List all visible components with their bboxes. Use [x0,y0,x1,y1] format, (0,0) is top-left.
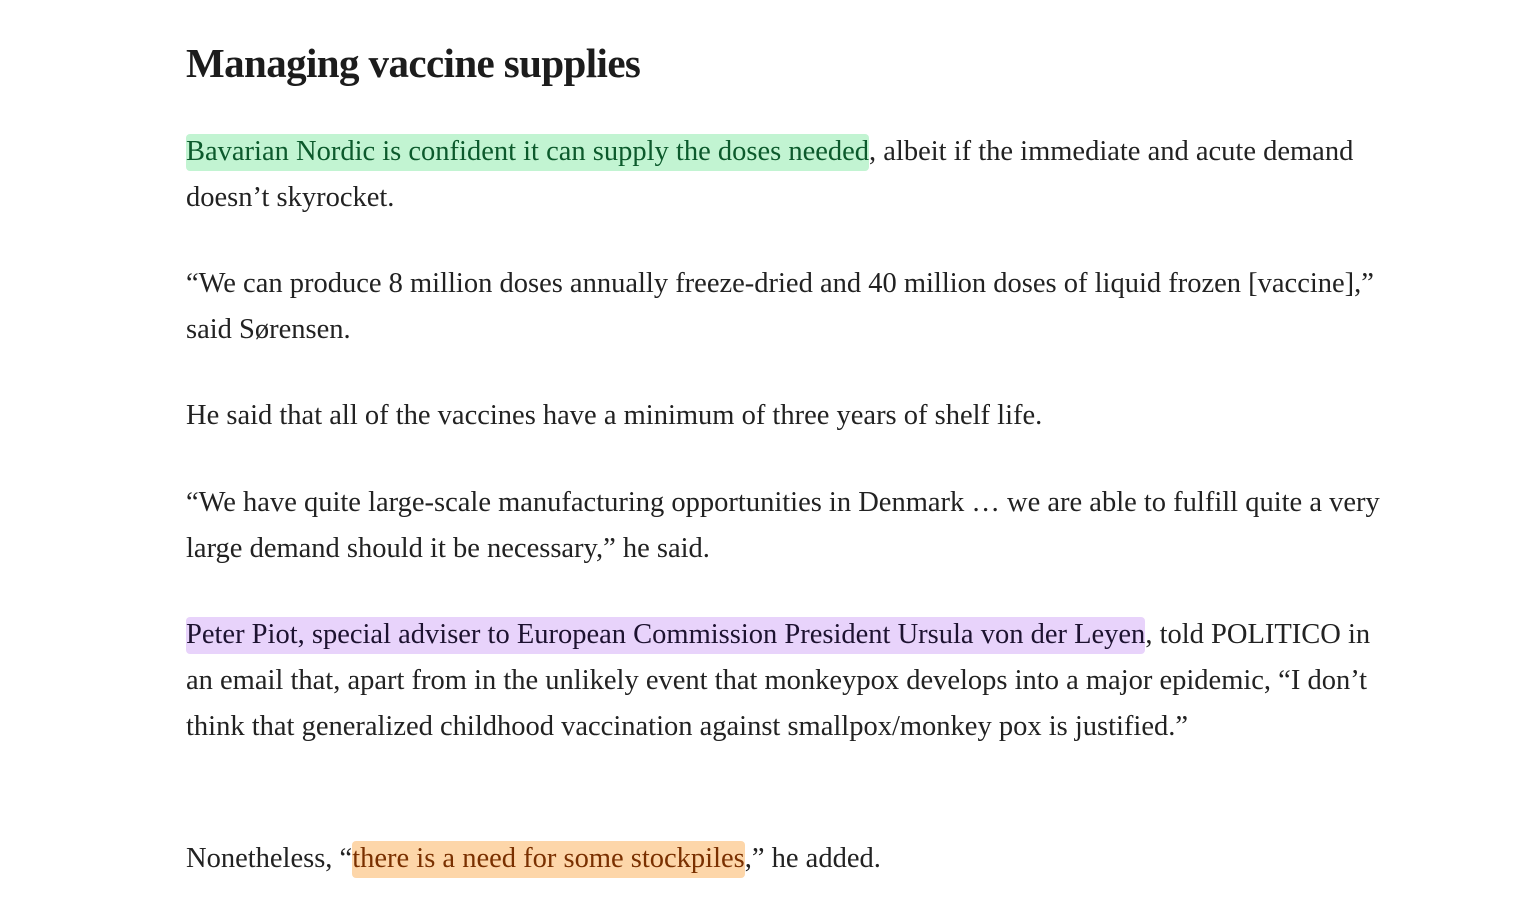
paragraph-text: , albeit if the immediate and acute demand doesn’t skyrocket. [186,136,1354,213]
paragraph-1 [186,129,1396,221]
highlight-green[interactable]: Bavarian Nordic is confident it can supply the doses needed [186,134,869,171]
paragraph-6 [186,836,1396,882]
paragraph-text: Nonetheless, “ [186,843,353,874]
paragraph-4: “We have quite large-scale manufacturing opportunities in Denmark … we are able to fulfill quite a very large demand should it be necessary,” he said. [186,487,1380,564]
highlight-orange[interactable]: there is a need for some stockpiles [352,841,745,878]
paragraph-3: He said that all of the vaccines have a minimum of three years of shelf life. [186,400,1043,431]
paragraph-text: ,” he added. [744,843,881,874]
section-heading: Managing vaccine supplies [186,40,641,86]
paragraph-2: “We can produce 8 million doses annually freeze-dried and 40 million doses of liquid frozen [vaccine],” said Sørensen. [186,268,1374,345]
highlight-purple[interactable]: Peter Piot, special adviser to European Commission President Ursula von der Leyen [186,617,1145,654]
paragraph-text: , told POLITICO in an email that, apart from in the unlikely event that monkeypox develops into a major epidemic, “I don’t think that generalized childhood vaccination against smallpox/monkey pox is justified.” [186,619,1371,742]
paragraph-5 [186,612,1396,750]
